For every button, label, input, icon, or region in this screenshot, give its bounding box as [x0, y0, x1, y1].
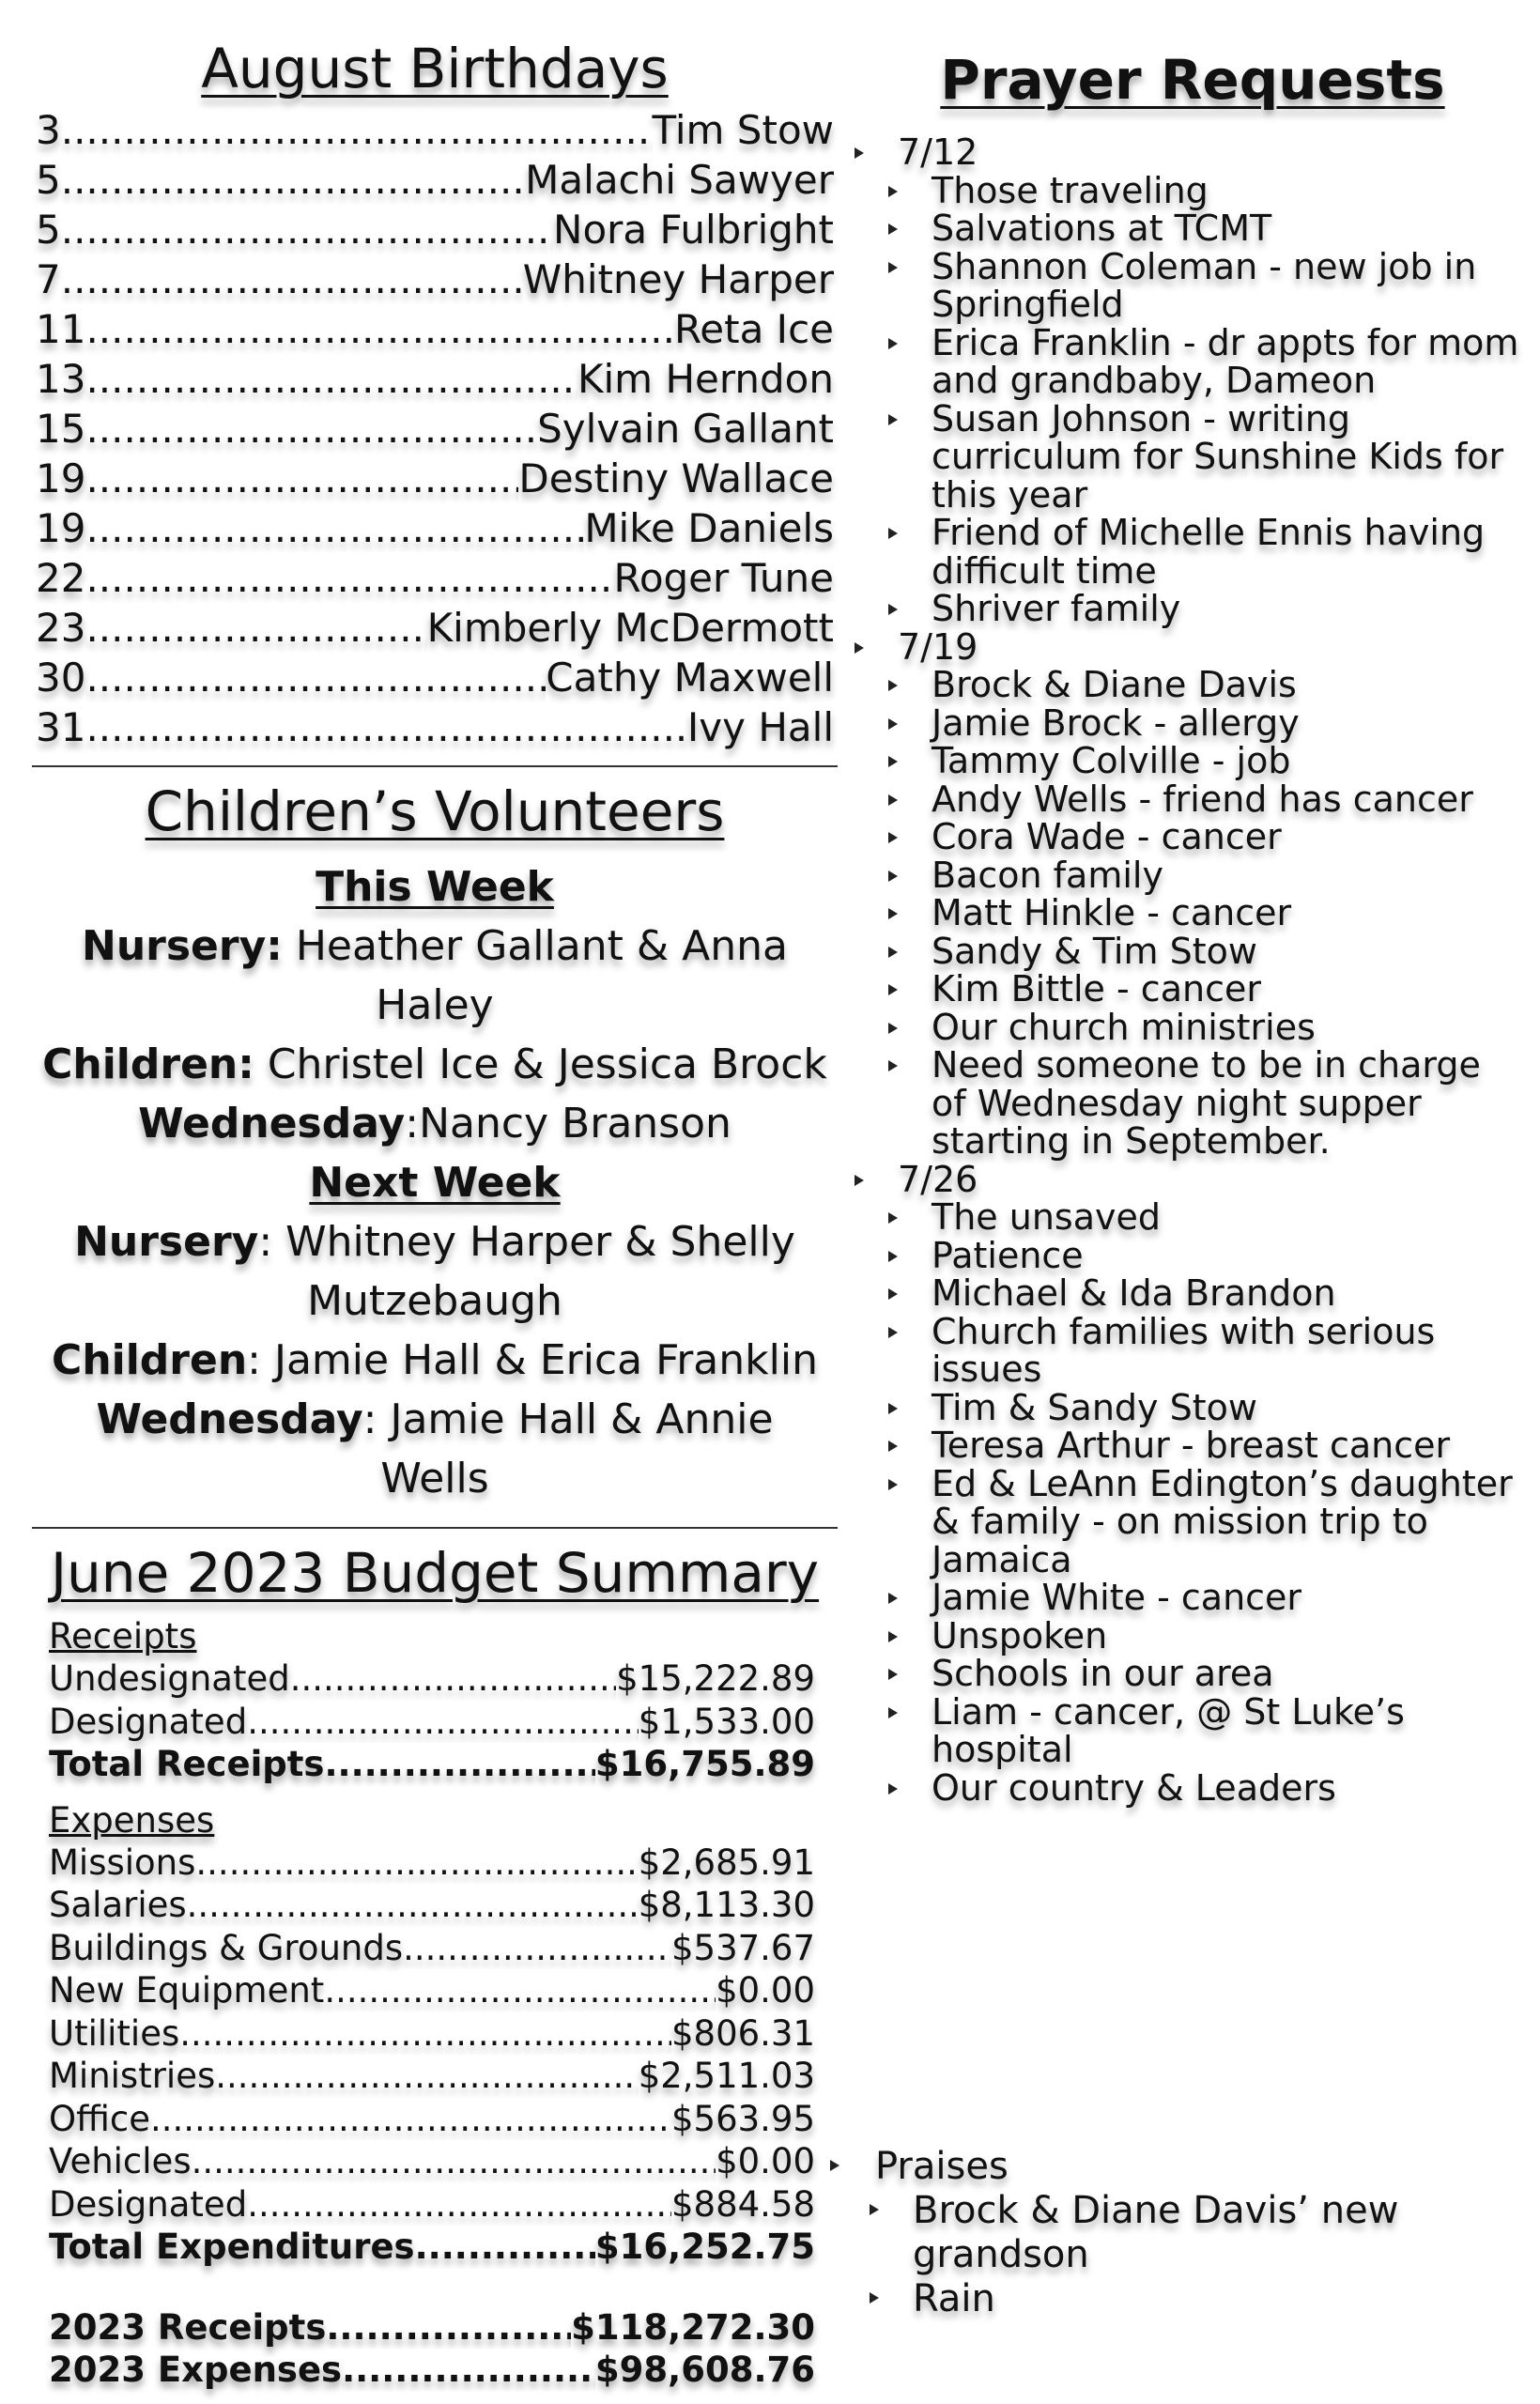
birthday-name: Tim Stow [652, 107, 834, 153]
bullet-icon [870, 2292, 879, 2304]
birthday-name: Kimberly McDermott [426, 605, 834, 651]
prayer-date-text: 7/26 [898, 1158, 978, 1200]
budget-title: June 2023 Budget Summary [50, 1541, 820, 1605]
wednesday-label: Wednesday [96, 1395, 363, 1443]
bullet-icon [888, 984, 898, 995]
budget-row [49, 1927, 815, 1970]
dot-leader [415, 2226, 595, 2269]
row-label: 2023 Receipts [49, 2306, 327, 2348]
bullet-icon [888, 604, 898, 615]
prayer-item-text: Brock & Diane Davis [932, 664, 1297, 705]
bullet-icon [855, 1175, 864, 1186]
nursery-names: Heather Gallant & Anna Haley [282, 922, 788, 1029]
birthday-row [36, 155, 834, 205]
birthday-row [36, 553, 834, 603]
budget-row [49, 1884, 815, 1927]
prayer-date [845, 133, 1521, 172]
praise-item [826, 2277, 1521, 2321]
budget-row [49, 1701, 815, 1744]
prayer-item [845, 1234, 1521, 1276]
wednesday-names: : Jamie Hall & Annie Wells [362, 1395, 774, 1502]
dot-leader [247, 1701, 639, 1744]
prayer-item [845, 1006, 1521, 1048]
receipts-heading: Receipts [49, 1616, 197, 1657]
right-column [845, 47, 1521, 1807]
bullet-icon [888, 1023, 898, 1034]
dot-leader [324, 1969, 716, 2012]
bullet-icon [888, 1288, 898, 1300]
row-label: 2023 Expenses [49, 2350, 343, 2390]
prayer-item-text: Michael & Ida Brandon [932, 1272, 1336, 1314]
prayer-item [845, 209, 1521, 248]
volunteers-title: Children’s Volunteers [145, 779, 725, 843]
row-value: $0.00 [716, 1970, 815, 2011]
prayer-item [845, 1310, 1521, 1390]
dot-leader [85, 454, 518, 503]
bullet-icon [888, 262, 898, 273]
row-value: $1,533.00 [638, 1701, 815, 1742]
prayer-title: Prayer Requests [940, 48, 1445, 112]
bullet-icon [888, 223, 898, 235]
prayer-item [845, 1766, 1521, 1809]
expenses-list [49, 1842, 815, 2227]
bullet-icon [888, 1212, 898, 1224]
next-week-wednesday [36, 1390, 834, 1508]
birthday-day: 19 [36, 455, 86, 501]
row-value: $537.67 [670, 1927, 815, 1968]
dot-leader [61, 254, 523, 304]
birthday-day: 22 [36, 555, 86, 601]
row-value: $2,511.03 [638, 2056, 815, 2096]
prayer-item [845, 1462, 1521, 1580]
birthday-row [36, 653, 834, 702]
prayer-item [845, 856, 1521, 895]
dot-leader [247, 2183, 671, 2227]
prayer-item-text: Tim & Sandy Stow [932, 1386, 1257, 1428]
prayer-item-text: Matt Hinkle - cancer [932, 892, 1292, 933]
row-label: New Equipment [49, 1970, 325, 2011]
total-receipts-row [49, 1743, 815, 1786]
birthday-row [36, 404, 834, 454]
row-label: Designated [49, 1701, 248, 1742]
prayer-item [845, 1386, 1521, 1428]
bullet-icon [888, 414, 898, 425]
prayer-item [845, 1655, 1521, 1693]
bullet-icon [888, 871, 898, 882]
birthday-row [36, 105, 834, 155]
next-week-nursery [36, 1212, 834, 1331]
bullet-icon [888, 718, 898, 730]
bullet-icon [888, 1593, 898, 1604]
prayer-item-text: Erica Franklin - dr appts for mom and grandbaby, Dameon [932, 321, 1519, 401]
birthday-day: 13 [36, 356, 86, 402]
budget-row [49, 2098, 815, 2141]
prayer-item [845, 1274, 1521, 1313]
prayer-item-text: Need someone to be in charge of Wednesday night supper starting in September. [932, 1044, 1481, 1162]
budget-row [49, 1657, 815, 1701]
prayer-item [845, 1614, 1521, 1657]
prayer-item-text: Kim Bittle - cancer [932, 968, 1261, 1009]
dot-leader [187, 1884, 639, 1927]
row-value: $2,685.91 [638, 1842, 815, 1883]
next-week-heading: Next Week [309, 1159, 561, 1207]
dot-leader [85, 653, 546, 702]
this-week-nursery [36, 917, 834, 1035]
dot-leader [85, 702, 686, 752]
budget-row [49, 2055, 815, 2098]
prayer-item [845, 245, 1521, 325]
children-label: Children: [42, 1040, 254, 1088]
prayer-date-text: 7/12 [898, 131, 978, 173]
this-week-children [36, 1035, 834, 1094]
prayer-item-text: Those traveling [932, 169, 1209, 211]
volunteers-section [36, 778, 834, 1508]
prayer-item-text: Friend of Michelle Ennis having difficult time [932, 512, 1486, 592]
birthday-day: 3 [36, 107, 61, 153]
prayer-item [845, 590, 1521, 628]
prayer-item [845, 1046, 1521, 1161]
row-label: Designated [49, 2183, 248, 2225]
ytd-receipts-row [49, 2306, 815, 2350]
row-label: Ministries [49, 2056, 216, 2096]
prayer-item-text: Our church ministries [932, 1006, 1316, 1048]
row-value: $806.31 [670, 2012, 815, 2054]
bullet-icon [830, 2160, 839, 2171]
bullet-icon [888, 338, 898, 349]
bullet-icon [888, 756, 898, 767]
bullet-icon [870, 2204, 879, 2215]
birthday-row [36, 702, 834, 752]
bullet-icon [888, 1403, 898, 1414]
praise-item-text: Brock & Diane Davis’ new grandson [913, 2189, 1399, 2276]
prayer-item [845, 666, 1521, 704]
prayer-item-text: Shriver family [932, 588, 1181, 629]
prayer-item-text: Ed & LeAnn Edington’s daughter & family - on mission trip to Jamaica [932, 1462, 1513, 1580]
birthday-day: 5 [36, 157, 61, 203]
children-label: Children [52, 1336, 248, 1384]
birthday-row [36, 205, 834, 254]
prayer-item-text: Sandy & Tim Stow [932, 930, 1257, 972]
praises-heading-text: Praises [875, 2145, 1009, 2188]
birthdays-title: August Birthdays [201, 37, 669, 100]
prayer-item [845, 894, 1521, 932]
bullet-icon [888, 908, 898, 919]
prayer-item [845, 701, 1521, 744]
row-label: Vehicles [49, 2141, 192, 2181]
dot-leader [85, 503, 584, 553]
prayer-date [845, 1158, 1521, 1200]
birthday-name: Destiny Wallace [518, 455, 834, 501]
budget-body [36, 1615, 834, 2392]
birthday-name: Cathy Maxwell [546, 655, 834, 701]
prayer-item [845, 514, 1521, 590]
birthday-name: Reta Ice [673, 306, 834, 352]
praise-item-text: Rain [913, 2277, 995, 2320]
bullet-icon [888, 1251, 898, 1262]
bullet-icon [888, 680, 898, 691]
birthdays-list [36, 105, 834, 752]
prayer-item-text: Susan Johnson - writing curriculum for Sunshine Kids for this year [932, 397, 1504, 516]
birthday-day: 5 [36, 207, 61, 253]
this-week-wednesday [36, 1094, 834, 1153]
dot-leader [403, 1927, 671, 1970]
children-names: : Jamie Hall & Erica Franklin [247, 1336, 818, 1384]
prayer-date [845, 625, 1521, 668]
volunteers-body [36, 857, 834, 1508]
birthday-name: Ivy Hall [686, 704, 834, 750]
prayer-date-text: 7/19 [898, 625, 978, 668]
prayer-item [845, 1426, 1521, 1465]
birthday-row [36, 603, 834, 653]
dot-leader [61, 105, 653, 155]
row-value: $563.95 [670, 2098, 815, 2139]
row-label: Missions [49, 1842, 196, 1883]
row-value: $16,252.75 [594, 2227, 815, 2267]
prayer-item-text: Shannon Coleman - new job in Springfield [932, 245, 1477, 325]
prayer-item-text: The unsaved [932, 1196, 1161, 1238]
birthday-name: Sylvain Gallant [537, 406, 834, 452]
prayer-item-text: Patience [932, 1234, 1084, 1276]
row-value: $0.00 [716, 2141, 815, 2181]
nursery-label: Nursery: [82, 922, 283, 970]
bullet-icon [888, 1631, 898, 1642]
birthday-day: 31 [36, 704, 86, 750]
bullet-icon [888, 1707, 898, 1718]
dot-leader [195, 1842, 638, 1885]
dot-leader [150, 2098, 671, 2141]
bullet-icon [888, 1783, 898, 1795]
birthday-row [36, 354, 834, 404]
dot-leader [85, 354, 578, 404]
dot-leader [324, 1743, 594, 1786]
this-week-heading: This Week [316, 863, 554, 911]
row-value: $118,272.30 [571, 2306, 815, 2348]
prayer-item [845, 321, 1521, 401]
bullet-icon [888, 832, 898, 843]
prayer-item [845, 1579, 1521, 1617]
wednesday-label: Wednesday [138, 1100, 406, 1148]
prayer-item [845, 397, 1521, 516]
bullet-icon [888, 1327, 898, 1338]
prayer-item-text: Bacon family [932, 854, 1163, 896]
dot-leader [85, 553, 613, 603]
praises-list [826, 2189, 1521, 2321]
prayer-item-text: Schools in our area [932, 1653, 1274, 1694]
prayer-item-text: Jamie White - cancer [932, 1577, 1302, 1618]
prayer-item [845, 1198, 1521, 1237]
dot-leader [85, 404, 537, 454]
bullet-icon [888, 186, 898, 197]
row-label: Buildings & Grounds [49, 1927, 404, 1968]
nursery-label: Nursery [74, 1218, 259, 1266]
left-column [36, 36, 834, 2392]
dot-leader [342, 2349, 595, 2392]
dot-leader [290, 1657, 616, 1701]
budget-row [49, 2140, 815, 2183]
row-label: Total Receipts [49, 1744, 325, 1784]
birthday-name: Whitney Harper [522, 256, 834, 302]
prayer-item [845, 932, 1521, 971]
birthday-day: 7 [36, 256, 61, 302]
prayer-item [845, 169, 1521, 211]
receipts-list [49, 1657, 815, 1743]
total-expenditures-row [49, 2226, 815, 2269]
prayer-item-text: Jamie Brock - allergy [932, 701, 1300, 744]
row-value: $98,608.76 [594, 2350, 815, 2390]
budget-row [49, 1969, 815, 2012]
bullet-icon [888, 947, 898, 958]
dot-leader [192, 2140, 716, 2183]
bullet-icon [888, 1060, 898, 1071]
row-value: $8,113.30 [638, 1885, 815, 1925]
birthday-name: Kim Herndon [577, 356, 834, 402]
divider [32, 1527, 838, 1529]
birthday-day: 15 [36, 406, 86, 452]
dot-leader [179, 2012, 671, 2056]
praises-section [826, 2145, 1521, 2321]
prayer-item [845, 780, 1521, 819]
bullet-icon [888, 1479, 898, 1490]
bullet-icon [888, 1441, 898, 1452]
birthday-row [36, 304, 834, 354]
prayer-item [845, 1690, 1521, 1770]
row-label: Total Expenditures [49, 2227, 415, 2267]
row-label: Office [49, 2098, 151, 2139]
birthday-name: Mike Daniels [584, 505, 834, 551]
prayer-list [845, 133, 1521, 1807]
prayer-item-text: Teresa Arthur - breast cancer [932, 1425, 1451, 1466]
praises-heading [826, 2145, 1521, 2189]
divider [32, 765, 838, 767]
birthday-name: Roger Tune [613, 555, 834, 601]
prayer-item-text: Salvations at TCMT [932, 208, 1272, 249]
dot-leader [326, 2306, 571, 2350]
prayer-item-text: Church families with serious issues [932, 1310, 1436, 1390]
ytd-expenses-row [49, 2349, 815, 2392]
birthday-day: 11 [36, 306, 86, 352]
dot-leader [85, 603, 426, 653]
row-label: Undesignated [49, 1658, 290, 1699]
nursery-names: : Whitney Harper & Shelly Mutzebaugh [258, 1218, 795, 1325]
birthday-name: Malachi Sawyer [525, 157, 834, 203]
prayer-item-text: Our country & Leaders [932, 1766, 1336, 1809]
birthday-row [36, 454, 834, 503]
row-value: $15,222.89 [616, 1658, 815, 1699]
bullet-icon [855, 147, 864, 159]
prayer-item-text: Liam - cancer, @ St Luke’s hospital [932, 1690, 1405, 1770]
birthday-day: 30 [36, 655, 86, 701]
budget-row [49, 1842, 815, 1885]
row-label: Utilities [49, 2012, 180, 2054]
row-value: $16,755.89 [594, 1744, 815, 1784]
children-names: Christel Ice & Jessica Brock [254, 1040, 827, 1088]
expenses-heading: Expenses [49, 1799, 215, 1841]
prayer-item [845, 818, 1521, 856]
next-week-children [36, 1331, 834, 1390]
wednesday-names: :Nancy Branson [405, 1100, 732, 1148]
prayer-item-text: Tammy Colville - job [932, 740, 1291, 781]
dot-leader [85, 304, 674, 354]
prayer-item-text: Unspoken [932, 1614, 1108, 1657]
budget-section [36, 1540, 834, 2392]
prayer-item-text: Andy Wells - friend has cancer [932, 778, 1473, 820]
prayer-item-text: Cora Wade - cancer [932, 816, 1282, 857]
praise-item [826, 2189, 1521, 2277]
dot-leader [61, 155, 525, 205]
row-label: Salaries [49, 1885, 187, 1925]
bullet-icon [855, 642, 864, 654]
bullet-icon [888, 794, 898, 806]
prayer-item [845, 970, 1521, 1009]
birthday-day: 23 [36, 605, 86, 651]
budget-row [49, 2012, 815, 2056]
budget-row [49, 2183, 815, 2227]
bullet-icon [888, 528, 898, 539]
row-value: $884.58 [670, 2183, 815, 2225]
birthday-row [36, 254, 834, 304]
dot-leader [215, 2055, 638, 2098]
prayer-item [845, 742, 1521, 780]
birthdays-section [36, 36, 834, 752]
bullet-icon [888, 1669, 898, 1680]
dot-leader [61, 205, 553, 254]
birthday-row [36, 503, 834, 553]
birthday-name: Nora Fulbright [553, 207, 834, 253]
birthday-day: 19 [36, 505, 86, 551]
